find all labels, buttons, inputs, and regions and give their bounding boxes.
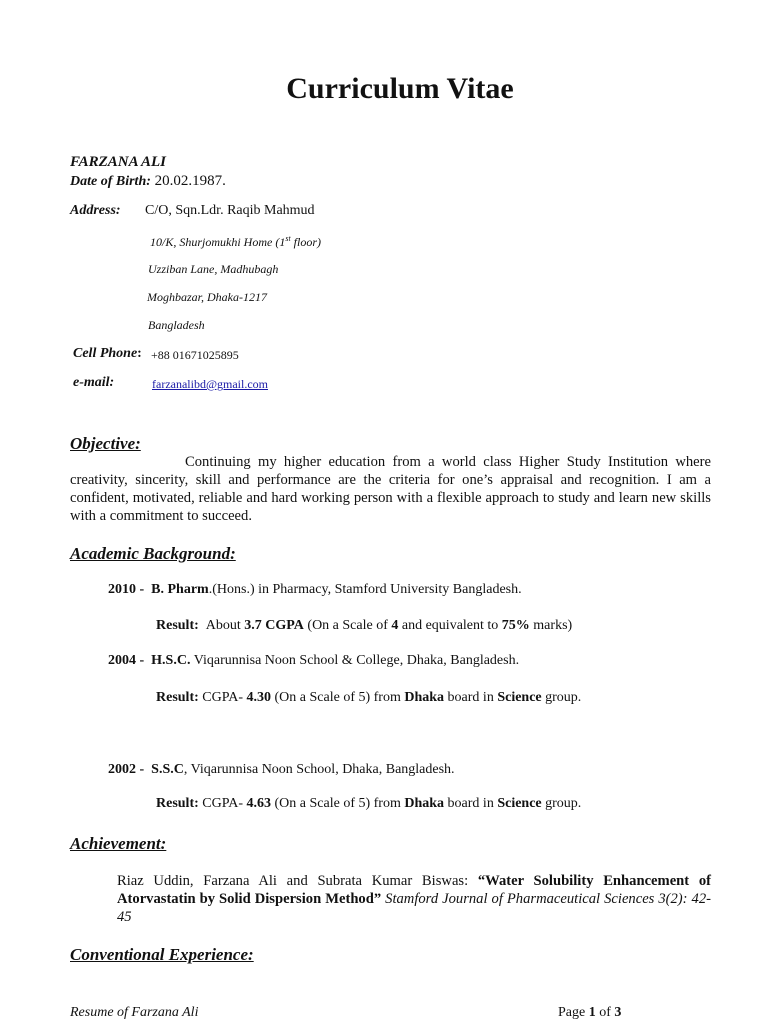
page-title: Curriculum Vitae xyxy=(286,72,514,105)
achievement-text xyxy=(117,872,711,926)
address-line-5: Bangladesh xyxy=(148,318,205,332)
page-number: Page 1 of 3 xyxy=(558,1005,622,1020)
dob-value: 20.02.1987. xyxy=(154,173,226,189)
academic-result-2010: Result: About 3.7 CGPA (On a Scale of 4 and equivalent to 75% marks) xyxy=(156,618,573,633)
academic-result-2002: Result: CGPA- 4.63 (On a Scale of 5) from Dhaka board in Science group. xyxy=(156,796,582,811)
phone-value: +88 01671025895 xyxy=(151,348,239,362)
phone-row: Cell Phone: xyxy=(73,346,142,361)
achievement-journal: Stamford Journal of Pharmaceutical Sciences 3(2): 42-45 xyxy=(117,891,711,925)
achievement-heading: Achievement: xyxy=(70,834,167,853)
academic-entry-2002: 2002 - S.S.C, Viqarunnisa Noon School, Dhaka, Bangladesh. xyxy=(108,762,455,777)
academic-result-2004: Result: CGPA- 4.30 (On a Scale of 5) from Dhaka board in Science group. xyxy=(156,690,582,705)
email-link[interactable]: farzanalibd@gmail.com xyxy=(152,377,269,391)
objective-heading: Objective: xyxy=(70,434,141,453)
applicant-name: FARZANA ALI xyxy=(70,154,167,170)
address-line-1: C/O, Sqn.Ldr. Raqib Mahmud xyxy=(145,203,315,218)
dob-label: Date of Birth: xyxy=(70,174,151,189)
academic-entry-2004: 2004 - H.S.C. Viqarunnisa Noon School & College, Dhaka, Bangladesh. xyxy=(108,653,520,668)
objective-text: Continuing my higher education from a world class Higher Study Institution where creativity, sincerity, skill and performance are the criteria for one’s appraisal and recognition. I am a confident, motivated, reliable and hard working person with a flexible approach to study and learn new skills with a commitment to succeed. xyxy=(70,454,711,524)
academic-entry-2010: 2010 - B. Pharm.(Hons.) in Pharmacy, Stamford University Bangladesh. xyxy=(108,582,522,597)
address-line-3: Uzziban Lane, Madhubagh xyxy=(148,262,279,276)
phone-label: Cell Phone xyxy=(73,346,138,361)
achievement-authors: Riaz Uddin, Farzana Ali and Subrata Kumar Biswas: xyxy=(117,873,478,889)
address-label: Address: xyxy=(70,203,121,218)
academic-heading: Academic Background: xyxy=(70,544,236,563)
achievement-paper-title: “Water Solubility Enhancement of Atorvastatin by Solid Dispersion Method” xyxy=(117,873,711,907)
address-line-4: Moghbazar, Dhaka-1217 xyxy=(147,290,267,304)
email-label: e-mail: xyxy=(73,375,115,390)
footer-left: Resume of Farzana Ali xyxy=(70,1005,199,1020)
address-line-2: 10/K, Shurjomukhi Home (1st floor) xyxy=(150,234,322,249)
experience-heading: Conventional Experience: xyxy=(70,945,254,964)
dob-row xyxy=(70,173,226,190)
